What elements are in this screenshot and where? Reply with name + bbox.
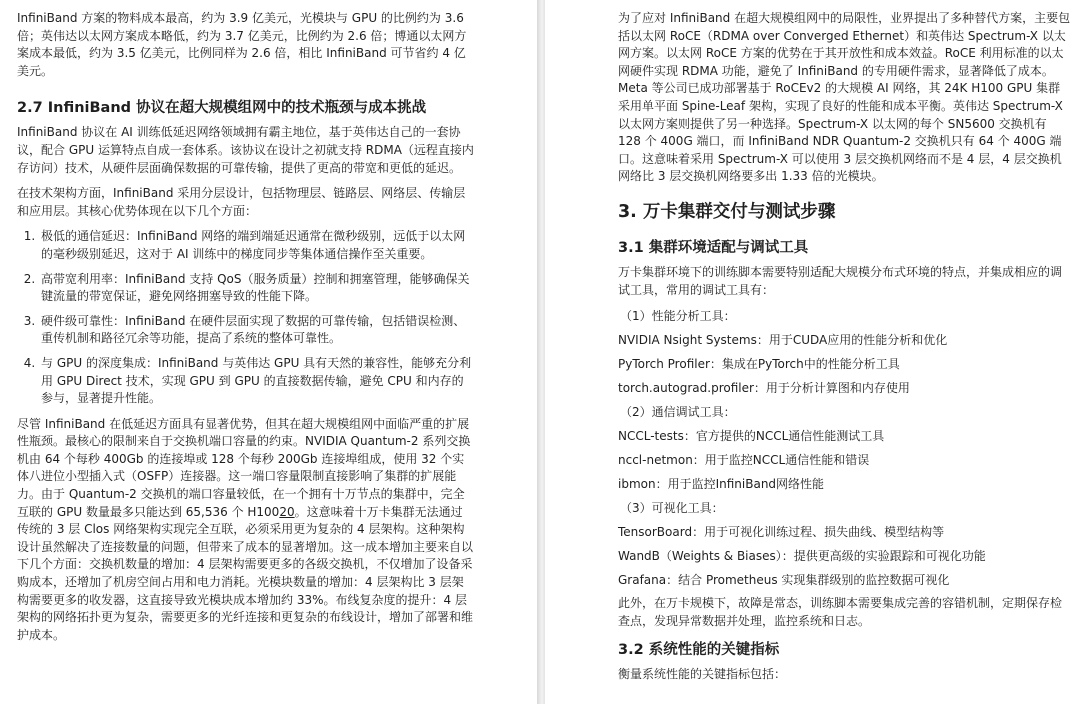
section-heading-3-2: 3.2 系统性能的关键指标 xyxy=(618,642,780,659)
alternatives-paragraph: 为了应对 InfiniBand 在超大规模组网中的局限性，业界提出了多种替代方案，主要包括以太网 RoCE（RDMA over Converged Ethernet）和英伟达 Spectrum-X 以太网方案。以太网 RoCE 方案的优势在于其开放性和成本效益。RoCE 利用标准的以太网硬件实现 RDMA 功能，避免了 InfiniBand 的专用硬件需求，显著降低了成本。Meta 等公司已成功部署基于 RoCEv2 的大规模 AI 网络，其 24K H100 GPU 集群采用单平面 Spine-Leaf 架构，实现了良好的性能和成本平衡。英伟达 Spectrum-X 以太网方案则提供了另一种选择。Spectrum-X 以太网的每个 SN5600 交换机有 128 个 400G 端口，而 InfiniBand NDR Quantum-2 交换机只有 64 个 400G 端口。这意味着采用 Spectrum-X 可以使用 3 层交换机网络而不是 4 层，4 层交换机网络比 3 层交换机网络要多出 1.33 倍的光模块。 xyxy=(618,11,1071,184)
section-heading-3-1: 3.1 集群环境适配与调试工具 xyxy=(618,239,809,256)
page-gutter xyxy=(537,0,545,704)
list-item: TensorBoard：用于可视化训练过程、损失曲线、模型结构等 xyxy=(618,525,945,540)
list-item: NCCL-tests：官方提供的NCCL通信性能测试工具 xyxy=(618,429,885,444)
list-item: 4. 与 GPU 的深度集成：InfiniBand 与英伟达 GPU 具有天然的兼容性，能够充分利用 GPU Direct 技术，实现 GPU 到 GPU 的直接数据传输，避免 CPU 和内存的参与，显著提升性能。 xyxy=(39,355,474,408)
list-item: 2. 高带宽利用率：InfiniBand 支持 QoS（服务质量）控制和拥塞管理，能够确保关键流量的带宽保证，避免网络拥塞导致的性能下降。 xyxy=(39,271,474,306)
scalability-text-end: 。这意味着十万卡集群无法通过传统的 3 层 Clos 网络架构实现完全互联，必须采用更为复杂的 4 层架构。这种架构设计虽然解决了连接数量的问题，但带来了成本的显著增加。这一成本增加主要来自以下几个方面：交换机数量的增加：4 层架构需要更多的各级交换机，不仅增加了设备采购成本，还增加了机房空间占用和电力消耗。光模块数量的增加：4 层架构比 3 层架构需要更多的收发器，这直接导致光模块成本增加约 33%。布线复杂度的提升：4 层架构的网络拓扑更为复杂，需要更多的光纤连接和更复杂的布线设计，增加了部署和维护成本。 xyxy=(17,504,474,642)
section-heading-2-7: 2.7 InfiniBand 协议在超大规模组网中的技术瓶颈与成本挑战 xyxy=(17,100,427,117)
vis-tools-label: （3）可视化工具： xyxy=(620,501,724,516)
scalability-text-start: 尽管 InfiniBand 在低延迟方面具有显著优势，但其在超大规模组网中面临严重的扩展性瓶颈。最核心的限制来自于交换机端口容量的约束。NVIDIA Quantum-2 系列交换机由 64 个每秒 400Gb 的连接埠或 128 个每秒 200Gb 连接埠组成，使用 32 个实体八进位小型插入式（OSFP）连接器。这一端口容量限制直接影响了集群的扩展能力。由于 Quantum-2 交换机的端口容量较低，在一个拥有十万节点的集群中，完全互联的 GPU 数量最多只能达到 65,536 个 H100 xyxy=(17,416,471,519)
advantages-list xyxy=(17,228,474,407)
list-item: torch.autograd.profiler：用于分析计算图和内存使用 xyxy=(618,381,910,396)
infiniband-overview-paragraph: InfiniBand 协议在 AI 训练低延迟网络领域拥有霸主地位，基于英伟达自己的一套协议，配合 GPU 运算特点自成一套体系。该协议在设计之初就支持 RDMA（远程直接内存访问）技术，从硬件层面确保数据的可靠传输，提供了更高的带宽和更低的延迟。 xyxy=(17,125,474,175)
left-page xyxy=(0,0,537,704)
list-item: WandB（Weights & Biases）：提供更高级的实验跟踪和可视化功能 xyxy=(618,549,986,564)
metrics-intro-paragraph: 衡量系统性能的关键指标包括： xyxy=(618,667,787,682)
list-item: Grafana：结合 Prometheus 实现集群级别的监控数据可视化 xyxy=(618,573,950,588)
intro-paragraph: InfiniBand 方案的物料成本最高，约为 3.9 亿美元，光模块与 GPU 的比例约为 3.6 倍；英伟达以太网方案成本略低，约为 3.7 亿美元，比例约为 2.6 倍；博通以太网方案成本最低，约为 3.5 亿美元，比例同样为 2.6 倍，相比 InfiniBand 可节省约 4 亿美元。 xyxy=(17,11,467,78)
architecture-paragraph: 在技术架构方面，InfiniBand 采用分层设计，包括物理层、链路层、网络层、传输层和应用层。其核心优势体现在以下几个方面： xyxy=(17,186,466,218)
fault-tolerance-paragraph: 此外，在万卡规模下，故障是常态，训练脚本需要集成完善的容错机制，定期保存检查点，发现异常数据并处理，监控系统和日志。 xyxy=(618,596,1063,628)
comm-tools-label: （2）通信调试工具： xyxy=(620,405,736,420)
list-item: 1. 极低的通信延迟：InfiniBand 网络的端到端延迟通常在微秒级别，远低于以太网的毫秒级别延迟，这对于 AI 训练中的梯度同步等集体通信操作至关重要。 xyxy=(39,228,474,263)
perf-tools-label: （1）性能分析工具： xyxy=(620,309,736,324)
list-item: ibmon：用于监控InfiniBand网络性能 xyxy=(618,477,825,492)
list-item: nccl-netmon：用于监控NCCL通信性能和错误 xyxy=(618,453,870,468)
tools-intro-paragraph: 万卡集群环境下的训练脚本需要特别适配大规模分布式环境的特点，并集成相应的调试工具，常用的调试工具有： xyxy=(618,264,1063,297)
list-item: NVIDIA Nsight Systems：用于CUDA应用的性能分析和优化 xyxy=(618,333,948,348)
footnote-reference[interactable]: 20 xyxy=(279,504,295,519)
scalability-paragraph xyxy=(17,416,474,645)
chapter-heading-3: 3. 万卡集群交付与测试步骤 xyxy=(618,201,836,222)
list-item: PyTorch Profiler：集成在PyTorch中的性能分析工具 xyxy=(618,357,900,372)
list-item: 3. 硬件级可靠性：InfiniBand 在硬件层面实现了数据的可靠传输，包括错误检测、重传机制和路径冗余等功能，提高了系统的整体可靠性。 xyxy=(39,313,474,348)
right-page xyxy=(545,0,1080,704)
